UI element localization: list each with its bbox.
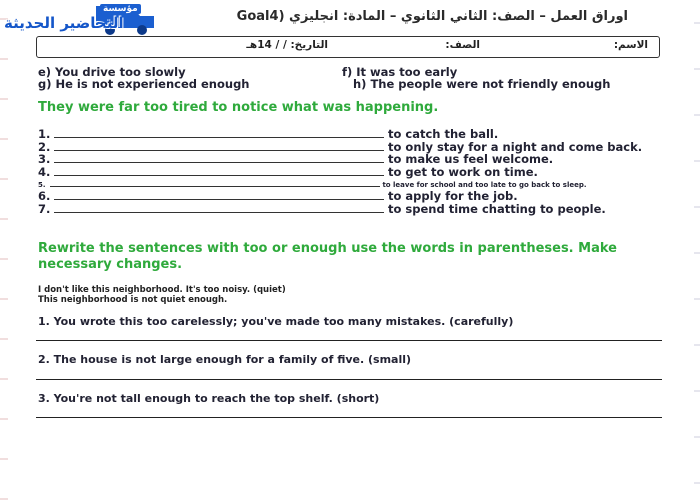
answer-blank[interactable] [50,180,380,187]
answer-line-1[interactable] [36,340,662,341]
rewrite-instruction: Rewrite the sentences with too or enough use the words in parentheses. Make necessary changes. [38,241,617,272]
page-edge-right [694,0,700,500]
rewrite-example-question: I don't like this neighborhood. It's too noisy. (quiet) [38,285,286,295]
option-f: f) It was too early [342,65,458,79]
blank-row [38,180,587,189]
option-e: e) You drive too slowly [38,65,186,79]
row-ending: to only stay for a night and come back. [388,140,643,154]
blank-row [38,165,538,179]
row-ending: to get to work on time. [388,165,538,179]
row-number: 6. [38,189,51,203]
row-number: 2. [38,140,51,154]
answer-blank[interactable] [54,141,384,151]
answer-blank[interactable] [54,190,384,200]
row-number: 1. [38,127,51,141]
rewrite-question-3: 3. You're not tall enough to reach the top shelf. (short) [38,392,380,405]
row-ending: to apply for the job. [388,189,518,203]
answer-line-3[interactable] [36,417,662,418]
option-g: g) He is not experienced enough [38,77,250,91]
blank-row [38,152,553,166]
row-number: 4. [38,165,51,179]
rewrite-question-1: 1. You wrote this too carelessly; you've made too many mistakes. (carefully) [38,315,514,328]
option-h: h) The people were not friendly enough [353,77,611,91]
rewrite-question-2: 2. The house is not large enough for a family of five. (small) [38,353,412,366]
row-number: 5. [38,181,46,189]
rewrite-example-answer: This neighborhood is not quiet enough. [38,295,228,305]
worksheet-title: اوراق العمل – الصف: الثاني الثانوي – المادة: انجليزي (Goal4 [236,9,628,24]
logo-subtitle: مؤسسة [100,4,141,14]
answer-blank[interactable] [54,128,384,138]
answer-blank[interactable] [54,153,384,163]
student-info-box [36,36,660,58]
blank-row [38,127,498,141]
row-ending: to spend time chatting to people. [388,202,606,216]
row-ending: to make us feel welcome. [388,152,554,166]
answer-blank[interactable] [54,166,384,176]
row-ending: to catch the ball. [388,127,499,141]
name-label: الاسم: [613,39,648,51]
answer-line-2[interactable] [36,379,662,380]
blank-row [38,202,606,216]
row-ending: to leave for school and too late to go back to sleep. [382,181,587,189]
answer-blank[interactable] [54,203,384,213]
date-label: التاريخ: / / 14هـ [246,39,328,51]
blank-row [38,189,518,203]
row-number: 3. [38,152,51,166]
class-label: الصف: [445,39,480,51]
logo [0,0,160,40]
row-number: 7. [38,202,51,216]
example-sentence: They were far too tired to notice what was happening. [38,100,439,115]
page-edge-left [0,0,8,500]
logo-title: التحاضير الحديثة [4,14,124,32]
